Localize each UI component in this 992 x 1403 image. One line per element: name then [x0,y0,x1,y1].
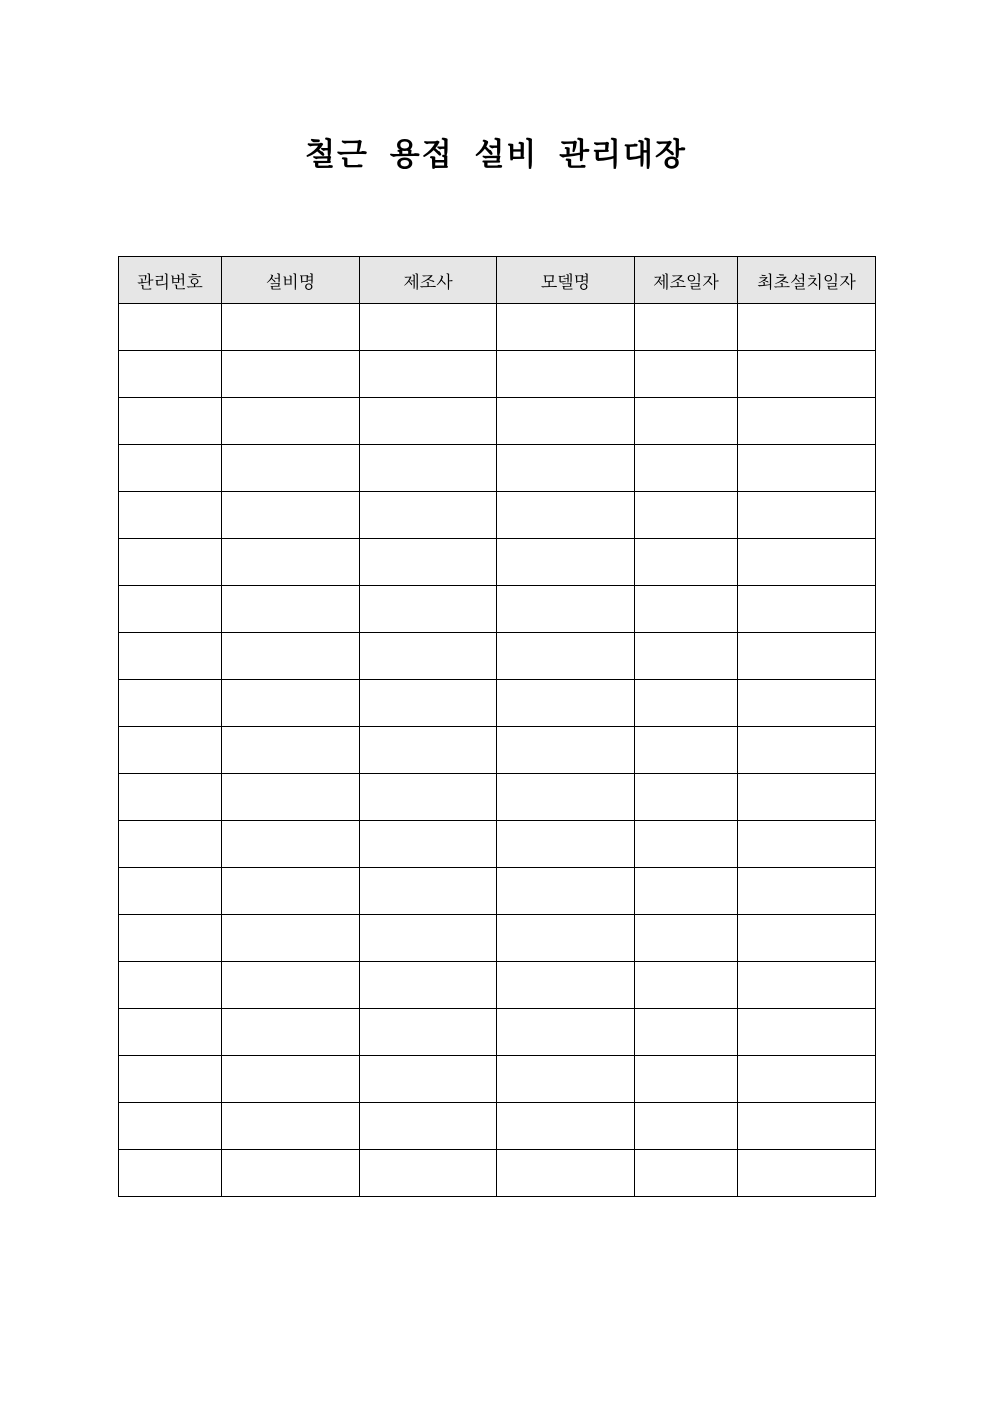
manufacture-date-cell[interactable] [635,398,738,445]
header-equipment-name: 설비명 [222,257,360,304]
header-management-number: 관리번호 [119,257,222,304]
table-row [119,680,876,727]
manufacturer-cell[interactable] [360,962,497,1009]
table-row [119,915,876,962]
table-row [119,351,876,398]
manufacture-date-cell[interactable] [635,680,738,727]
equipment-name-cell[interactable] [222,962,360,1009]
model-name-cell[interactable] [497,445,635,492]
management-number-cell[interactable] [119,680,222,727]
initial-install-date-cell[interactable] [738,1056,876,1103]
initial-install-date-cell[interactable] [738,1103,876,1150]
table-row [119,821,876,868]
manufacturer-cell[interactable] [360,445,497,492]
management-number-cell[interactable] [119,633,222,680]
initial-install-date-cell[interactable] [738,680,876,727]
model-name-cell[interactable] [497,821,635,868]
table-row [119,1009,876,1056]
manufacture-date-cell[interactable] [635,1150,738,1197]
table-row [119,445,876,492]
model-name-cell[interactable] [497,680,635,727]
management-number-cell[interactable] [119,304,222,351]
model-name-cell[interactable] [497,351,635,398]
initial-install-date-cell[interactable] [738,445,876,492]
management-number-cell[interactable] [119,1009,222,1056]
initial-install-date-cell[interactable] [738,962,876,1009]
initial-install-date-cell[interactable] [738,304,876,351]
initial-install-date-cell[interactable] [738,1009,876,1056]
manufacturer-cell[interactable] [360,398,497,445]
equipment-name-cell[interactable] [222,445,360,492]
manufacture-date-cell[interactable] [635,351,738,398]
manufacturer-cell[interactable] [360,351,497,398]
header-manufacturer: 제조사 [360,257,497,304]
manufacturer-cell[interactable] [360,727,497,774]
header-model-name: 모델명 [497,257,635,304]
model-name-cell[interactable] [497,1150,635,1197]
model-name-cell[interactable] [497,915,635,962]
manufacture-date-cell[interactable] [635,821,738,868]
equipment-name-cell[interactable] [222,398,360,445]
initial-install-date-cell[interactable] [738,351,876,398]
initial-install-date-cell[interactable] [738,1150,876,1197]
manufacturer-cell[interactable] [360,539,497,586]
manufacturer-cell[interactable] [360,1150,497,1197]
equipment-name-cell[interactable] [222,351,360,398]
table-row [119,868,876,915]
model-name-cell[interactable] [497,1056,635,1103]
management-number-cell[interactable] [119,1103,222,1150]
table-row [119,304,876,351]
model-name-cell[interactable] [497,539,635,586]
management-number-cell[interactable] [119,727,222,774]
manufacture-date-cell[interactable] [635,539,738,586]
model-name-cell[interactable] [497,868,635,915]
manufacture-date-cell[interactable] [635,633,738,680]
equipment-name-cell[interactable] [222,821,360,868]
initial-install-date-cell[interactable] [738,492,876,539]
initial-install-date-cell[interactable] [738,774,876,821]
management-number-cell[interactable] [119,915,222,962]
manufacturer-cell[interactable] [360,304,497,351]
manufacturer-cell[interactable] [360,680,497,727]
management-number-cell[interactable] [119,1150,222,1197]
manufacture-date-cell[interactable] [635,492,738,539]
model-name-cell[interactable] [497,633,635,680]
table-row [119,633,876,680]
model-name-cell[interactable] [497,1009,635,1056]
table-header-row [119,257,876,304]
manufacturer-cell[interactable] [360,915,497,962]
equipment-name-cell[interactable] [222,680,360,727]
management-number-cell[interactable] [119,1056,222,1103]
manufacture-date-cell[interactable] [635,304,738,351]
manufacturer-cell[interactable] [360,821,497,868]
manufacture-date-cell[interactable] [635,727,738,774]
equipment-name-cell[interactable] [222,539,360,586]
management-number-cell[interactable] [119,962,222,1009]
management-number-cell[interactable] [119,539,222,586]
management-number-cell[interactable] [119,445,222,492]
initial-install-date-cell[interactable] [738,586,876,633]
manufacturer-cell[interactable] [360,586,497,633]
equipment-name-cell[interactable] [222,304,360,351]
equipment-name-cell[interactable] [222,492,360,539]
manufacture-date-cell[interactable] [635,445,738,492]
manufacturer-cell[interactable] [360,1056,497,1103]
initial-install-date-cell[interactable] [738,398,876,445]
manufacturer-cell[interactable] [360,492,497,539]
manufacture-date-cell[interactable] [635,868,738,915]
table-body [119,304,876,1197]
table-row [119,586,876,633]
initial-install-date-cell[interactable] [738,868,876,915]
equipment-name-cell[interactable] [222,774,360,821]
table-row [119,398,876,445]
header-manufacture-date: 제조일자 [635,257,738,304]
manufacturer-cell[interactable] [360,633,497,680]
model-name-cell[interactable] [497,304,635,351]
equipment-name-cell[interactable] [222,586,360,633]
manufacturer-cell[interactable] [360,774,497,821]
equipment-name-cell[interactable] [222,633,360,680]
manufacture-date-cell[interactable] [635,1103,738,1150]
manufacture-date-cell[interactable] [635,1009,738,1056]
equipment-name-cell[interactable] [222,915,360,962]
manufacture-date-cell[interactable] [635,586,738,633]
management-number-cell[interactable] [119,398,222,445]
model-name-cell[interactable] [497,727,635,774]
table-row [119,1103,876,1150]
model-name-cell[interactable] [497,492,635,539]
table-row [119,774,876,821]
manufacturer-cell[interactable] [360,1009,497,1056]
management-number-cell[interactable] [119,586,222,633]
initial-install-date-cell[interactable] [738,821,876,868]
management-number-cell[interactable] [119,774,222,821]
management-number-cell[interactable] [119,492,222,539]
manufacturer-cell[interactable] [360,868,497,915]
initial-install-date-cell[interactable] [738,915,876,962]
table-row [119,539,876,586]
model-name-cell[interactable] [497,774,635,821]
equipment-name-cell[interactable] [222,868,360,915]
equipment-name-cell[interactable] [222,1150,360,1197]
manufacture-date-cell[interactable] [635,915,738,962]
model-name-cell[interactable] [497,962,635,1009]
equipment-name-cell[interactable] [222,1056,360,1103]
manufacture-date-cell[interactable] [635,774,738,821]
model-name-cell[interactable] [497,586,635,633]
table-row [119,1150,876,1197]
initial-install-date-cell[interactable] [738,633,876,680]
page-title: 철근 용접 설비 관리대장 [305,137,687,173]
manufacture-date-cell[interactable] [635,1056,738,1103]
table-row [119,727,876,774]
equipment-register-table [118,256,876,1197]
manufacture-date-cell[interactable] [635,962,738,1009]
initial-install-date-cell[interactable] [738,727,876,774]
table-row [119,492,876,539]
management-number-cell[interactable] [119,351,222,398]
equipment-name-cell[interactable] [222,1103,360,1150]
equipment-name-cell[interactable] [222,1009,360,1056]
management-number-cell[interactable] [119,821,222,868]
equipment-name-cell[interactable] [222,727,360,774]
header-initial-install-date: 최초설치일자 [738,257,876,304]
manufacturer-cell[interactable] [360,1103,497,1150]
model-name-cell[interactable] [497,398,635,445]
table-row [119,1056,876,1103]
model-name-cell[interactable] [497,1103,635,1150]
management-number-cell[interactable] [119,868,222,915]
initial-install-date-cell[interactable] [738,539,876,586]
table-row [119,962,876,1009]
